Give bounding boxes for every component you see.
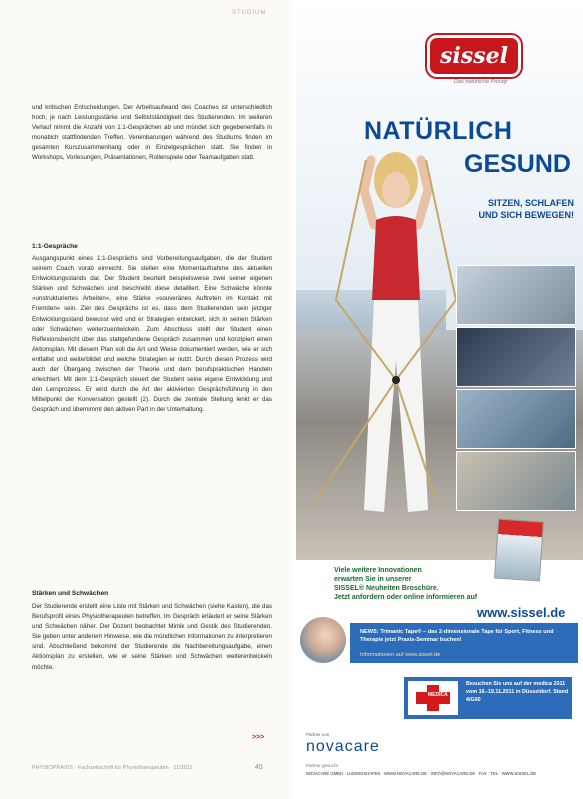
company-address: NOVACARE GMBH · LUDWIGSHAFEN · WWW.NOVACARE.DE · INFO@NOVACARE.DE · FAX · TEL · WWW.SISSEL.DE	[306, 771, 537, 776]
section-header: STUDIUM	[232, 10, 267, 16]
promo-text: Viele weitere Innovationen erwarten Sie in unserer SISSEL® Neuheiten Broschüre. Jetzt anfordern oder online informieren auf	[334, 567, 478, 601]
product-photo	[456, 265, 576, 325]
article-paragraph: Der Studierende erstellt eine Liste mit Stärken und Schwächen (siehe Kasten), die das Berufsprofil eines Physiotherapeuten betreffen. Im Gespräch erläutert er seine Stärken und Schwächen näher. Der Dozent beobachtet Mimik und Gestik des Studierenden. Sie geben unter anderem Hinweise, wie die mündlichen Informationen zu interpretieren sind. Abschließend bekommt der Studierende die Nachbereitungsaufgabe, einen Aktionsplan zu erstellen, wie er seine Stärken und Schwächen weiterentwickeln möchte.	[32, 603, 272, 671]
ad-headline: NATÜRLICH	[364, 117, 513, 145]
tape-news-box: NEWS: Trimanic Tape® – das 2-dimensionale Tape für Sport, Fitness und Therapie jetzt Praxis-Seminar buchen! Informationen auf www.sissel.de	[350, 623, 578, 663]
ad-subheadline: SITZEN, SCHLAFEN UND SICH BEWEGEN!	[478, 198, 574, 220]
article-column	[0, 0, 290, 799]
website-link[interactable]: www.sissel.de	[477, 605, 566, 620]
ad-headline: GESUND	[464, 150, 571, 178]
product-photo	[456, 327, 576, 387]
brand-tagline: Das natürliche Prinzip	[454, 79, 508, 85]
subheading: 1:1-Gespräche	[32, 243, 78, 250]
medica-box	[404, 677, 572, 719]
page-number: 45	[255, 764, 263, 771]
product-photo	[456, 389, 576, 449]
product-photo	[456, 451, 576, 511]
page-footer: PHYSIOPRAXIS · Fachzeitschrift für Physiotherapeuten · 11/2011	[32, 765, 193, 771]
brochure-image	[494, 518, 544, 581]
article-paragraph: und kritischen Entscheidungen. Der Arbeitsaufwand des Coaches ist unterschiedlich hoch, je nach Leistungsstärke und Selbstständigkeit des Studierenden. Im weiteren Verlauf nimmt die Anzahl von 1:1-Gesprächen ab und mündet sich gegebenenfalls in monatlich stattfindenden Treffen. Vereinbarungen während des Studiums finden im gesamten Kurszusammenhang oder in Einzelgesprächen statt. Sie finden in Workshops, Vorlesungen, Präsentationen, Rollenspiele oder Teamaufgaben statt.	[32, 104, 272, 162]
sissel-logo: sissel	[427, 35, 521, 77]
article-paragraph: Ausgangspunkt eines 1:1-Gesprächs sind Vorbereitungsaufgaben, die der Student seinem Coach vorab einreicht. Sie stellen eine Momentaufnahme des aktuellen Entwicklungsstands dar. Der Student beurteilt beispielsweise zwei seiner eigenen Stärken und Schwächen und beschreibt diese detailliert. Eine Schwäche könnte »unstrukturiertes Arbeiten«, eine Stärke »souveränes Auftreten im Kontakt mit Fremden« sein. Ziel des Gesprächs ist es, dass dem Studierenden sein jetziger Entwicklungsstand bewusst wird und er Strategien entwickelt, sich in seinen Stärken oder Schwächen weiterzuentwickeln. Zum Abschluss stellt der Student einen Reflexionsbericht über das stattgefundene Gespräch zusammen und konzipiert einen Aktionsplan. Mit diesem Plan soll die Art und Weise dokumentiert werden, wie er sich entfaltet und weiterbildet und welche Strategien er nutzt. Durch diesen Prozess wird auch der Übergang zwischen der Theorie und dem berufspraktischen Handeln erleichtert. Mit dem 1:1-Gespräch steuert der Student seine eigene Entwicklung und den Lernprozess. Er wird durch die Art der aktivierten Gesprächsführung in den Mittelpunkt der Konversation gestellt (2). Durch die zentrale Stellung lenkt er das Gespräch und übernimmt den aktiven Part in der Unterhaltung.	[32, 255, 272, 414]
nova-caption: Partner von	[306, 732, 330, 737]
subheading: Stärken und Schwächen	[32, 590, 109, 597]
medica-info: Besuchen Sie uns auf der medica 2011 vom 16.-19.11.2011 in Düsseldorf. Stand 4/G60	[466, 681, 569, 703]
tape-info-link[interactable]: Informationen auf www.sissel.de	[360, 652, 441, 658]
tape-photo	[300, 617, 346, 663]
medica-logo: MEDICA	[408, 681, 458, 715]
continue-arrows: >>>	[252, 734, 265, 741]
novacare-logo: novacare	[306, 738, 380, 755]
partner-note: Partner gesucht	[306, 763, 338, 768]
advertisement	[296, 0, 583, 799]
